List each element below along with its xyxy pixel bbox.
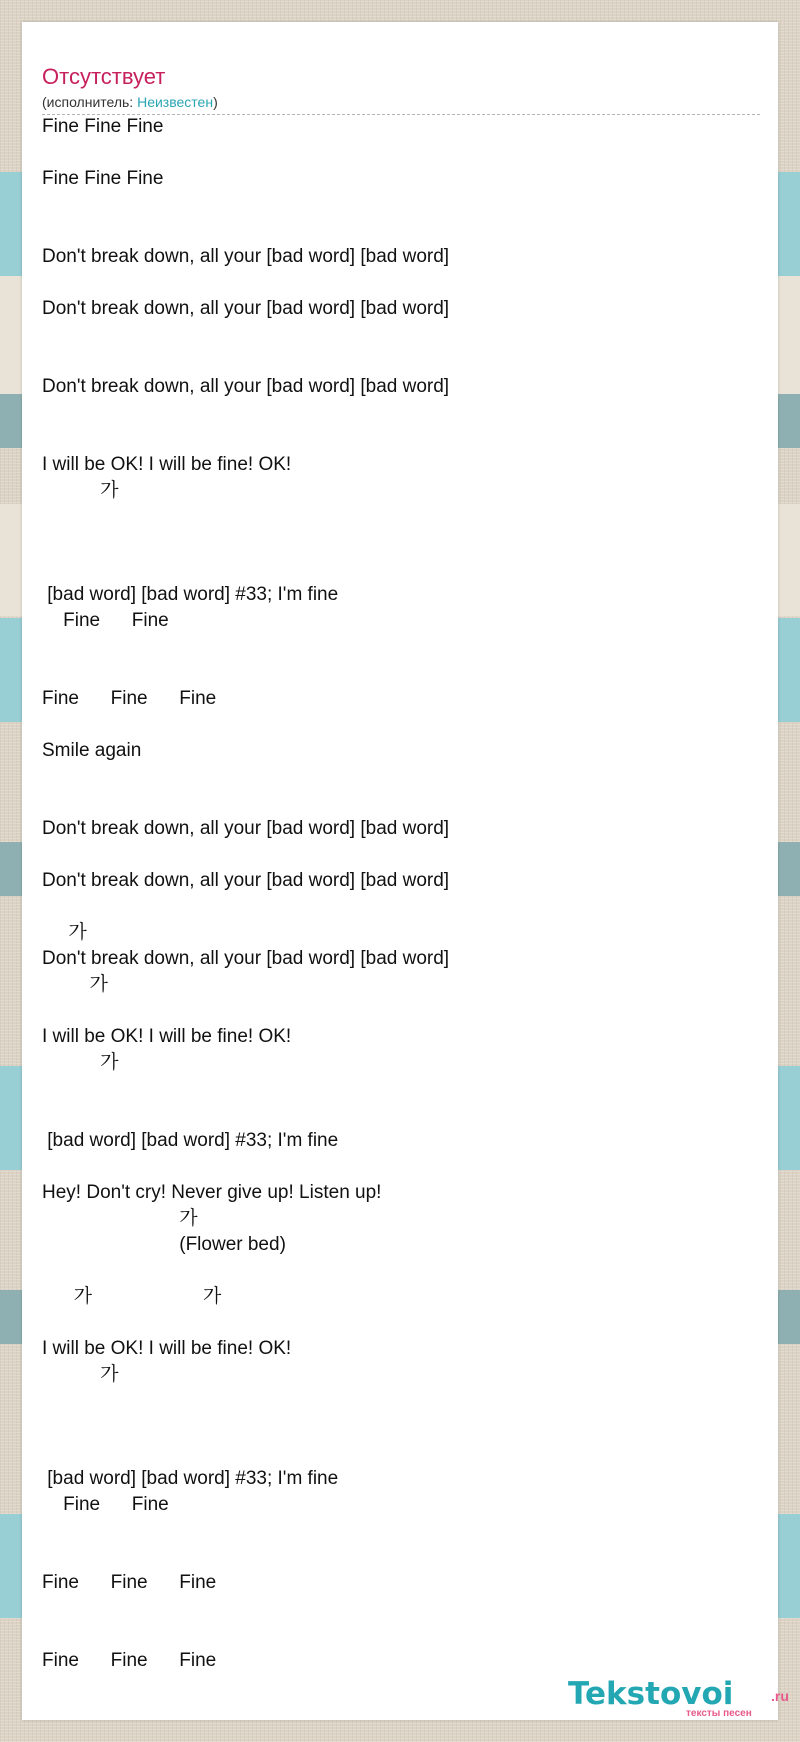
artist-prefix: (исполнитель: xyxy=(42,94,138,110)
lyric-line: Fine Fine Fine xyxy=(42,1572,217,1593)
lyric-line: Don't break down, all your [bad word] [bad word] xyxy=(42,246,450,267)
lyric-line: 가 가 xyxy=(42,1286,222,1307)
lyric-line: I will be OK! I will be fine! OK! xyxy=(42,454,292,475)
lyric-line: Fine Fine Fine xyxy=(42,116,164,137)
lyric-line: Don't break down, all your [bad word] [bad word] xyxy=(42,948,450,969)
lyric-line: I will be OK! I will be fine! OK! xyxy=(42,1026,292,1047)
lyric-line: 가 xyxy=(42,1364,119,1385)
lyric-line: Fine Fine Fine xyxy=(42,1650,217,1671)
lyric-line: 가 xyxy=(42,974,108,995)
lyric-line: [bad word] [bad word] #33; I'm fine xyxy=(42,1468,339,1489)
lyric-line: Fine Fine Fine xyxy=(42,688,217,709)
lyric-line: Fine Fine Fine xyxy=(42,168,164,189)
lyric-line: Don't break down, all your [bad word] [bad word] xyxy=(42,870,450,891)
logo-wordmark: Tekstovoi xyxy=(568,1676,734,1712)
logo-tld: .ru xyxy=(771,1688,789,1704)
lyric-line: Smile again xyxy=(42,740,142,761)
logo-tagline: тексты песен xyxy=(686,1708,752,1719)
song-title: Отсутствует xyxy=(42,64,166,89)
lyric-line: (Flower bed) xyxy=(42,1234,286,1255)
lyrics-card xyxy=(22,22,789,1720)
lyric-line: 가 xyxy=(42,922,87,943)
lyric-line: Fine Fine xyxy=(42,1494,169,1515)
lyric-line: Hey! Don't cry! Never give up! Listen up! xyxy=(42,1182,382,1203)
artist-suffix: ) xyxy=(213,94,218,110)
lyric-line: Don't break down, all your [bad word] [bad word] xyxy=(42,818,450,839)
lyric-line: Don't break down, all your [bad word] [bad word] xyxy=(42,298,450,319)
artist-line xyxy=(42,93,218,111)
lyric-line: I will be OK! I will be fine! OK! xyxy=(42,1338,292,1359)
artist-link[interactable]: Неизвестен xyxy=(137,94,214,110)
lyric-line: Fine Fine xyxy=(42,610,169,631)
lyric-line: 가 xyxy=(42,1052,119,1073)
lyric-line: 가 xyxy=(42,480,119,501)
lyric-line: Don't break down, all your [bad word] [bad word] xyxy=(42,376,450,397)
site-logo[interactable] xyxy=(568,1676,789,1720)
lyric-line: [bad word] [bad word] #33; I'm fine xyxy=(42,584,339,605)
lyric-line: 가 xyxy=(42,1208,198,1229)
song-header xyxy=(42,42,760,115)
lyric-line: [bad word] [bad word] #33; I'm fine xyxy=(42,1130,339,1151)
